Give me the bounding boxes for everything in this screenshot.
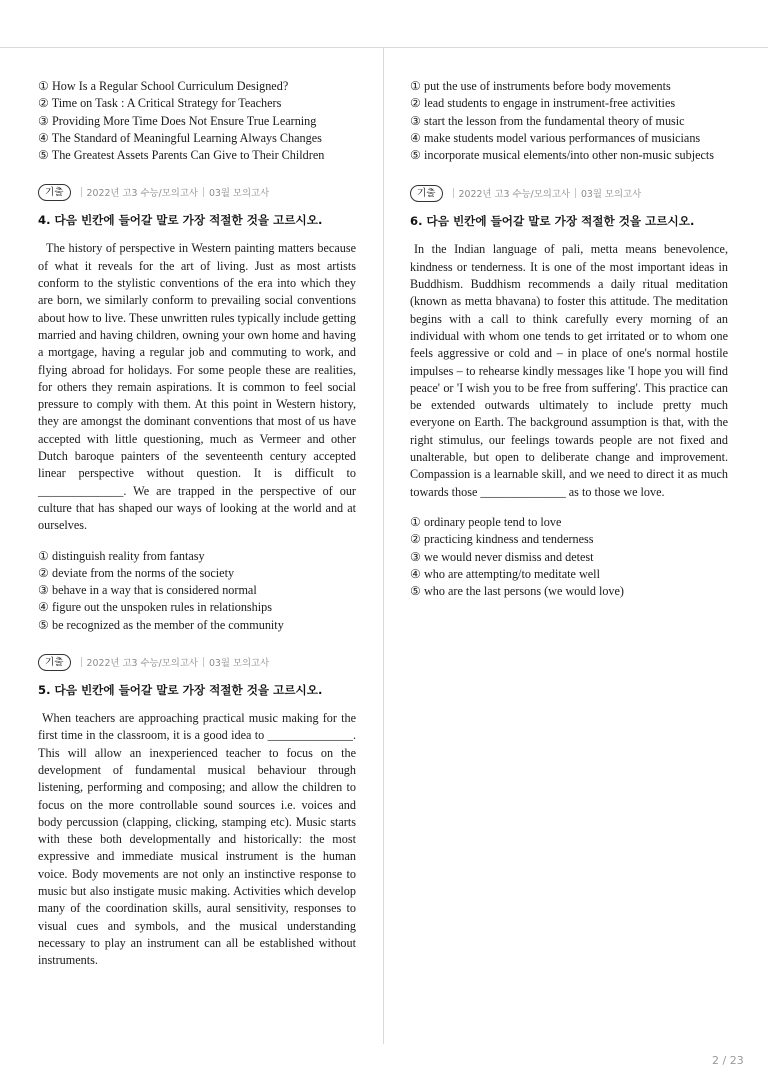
option-2: ② lead students to engage in instrument-free activities [410,96,676,111]
option-4: ④ figure out the unspoken rules in relationships [38,600,272,615]
source-label: 2022년 고3 수능/모의고사 [86,188,198,200]
option-1: ① distinguish reality from fantasy [38,548,205,563]
exam-label: 03월 모의고사 [208,658,270,670]
option-3: ③ start the lesson from the fundamental theory of music [410,113,685,128]
option-5: ⑤ be recognized as the member of the community [38,617,284,632]
question-passage: The history of perspective in Western painting matters because of what it reveals for the art of living. Just as most artists conform to the stylistic conventions of the era into which they are born, we similarly conform to prevailing social conventions about how to live. These unwritten rules typically include getting married and having children, owning your own home and having a mortgage, having a regular job and commuting to work, and flying abroad for holidays. For some people these are realities, for others they remain aspirations. It is common to feel social pressure to comply with them. At this point in Western history, they are amongst the dominant conventions that most of us have accepted with little questioning, much as Vermeer and other Dutch baroque painters of the seventeenth century accepted linear perspective without question. It is difficult to ______________. We are trapped in the perspective of our culture that has shaped our ways of looking at the world and at ourselves. [38,241,356,533]
exam-label: 03월 모의고사 [580,189,642,201]
option-5: ⑤ incorporate musical elements/into other non-music subjects [410,148,715,163]
option-4: ④ make students model various performances of musicians [410,130,701,145]
option-2: ② Time on Task : A Critical Strategy for Teachers [38,96,282,111]
page-number: 2 / 23 [712,1054,744,1067]
option-3: ③ behave in a way that is considered normal [38,583,257,598]
right-column [410,78,728,600]
separator [81,657,82,667]
question-5-options [410,78,728,164]
source-label: 2022년 고3 수능/모의고사 [458,189,570,201]
previous-question-options [38,78,356,164]
question-passage: In the Indian language of pali, metta means benevolence, kindness or tenderness. It is one of the most important ideas in Buddhism. Buddhism recommends a daily ritual meditation (known as metta bhavana) to foster this attitude. The meditation begins with a call to think carefully every morning of an individual with whom one tends to get irritated or to whom one feels aggressive or cold and – in place of one's normal hostile impulses – to rehearse kindly messages like 'I hope you will find peace' or 'I wish you to be free from suffering'. This practice can be extended outwards ultimately to include pretty much everyone on Earth. The background assumption is that, with the right stimulus, our feelings towards people are not fixed and unalterable, but open to deliberate change and improvement. Compassion is a learnable skill, and we need to direct it as much towards those ______________ as to those we love. [410,242,728,499]
option-1: ① How Is a Regular School Curriculum Designed? [38,79,289,93]
answer-options [410,514,728,600]
question-meta [38,183,356,201]
column-divider [383,48,384,1044]
question-title: 4. 다음 빈칸에 들어갈 말로 가장 적절한 것을 고르시오. [38,213,323,228]
question-meta [410,184,728,202]
question-title: 6. 다음 빈칸에 들어갈 말로 가장 적절한 것을 고르시오. [410,214,695,229]
option-3: ③ Providing More Time Does Not Ensure True Learning [38,113,317,128]
exam-label: 03월 모의고사 [208,188,270,200]
separator [81,187,82,197]
option-4: ④ who are attempting/to meditate well [410,566,600,581]
option-3: ③ we would never dismiss and detest [410,549,594,564]
left-column [38,78,356,969]
question-5 [38,653,356,969]
separator [203,657,204,667]
separator [575,188,576,198]
question-passage: When teachers are approaching practical music making for the first time in the classroom, it is a good idea to ______________. This will allow an inexperienced teacher to focus on the development of fundamental musical behaviour through listening, performing and composing; and allow the children to focus on the more controllable sound sources i.e. voices and body percussion (clapping, clicking, stamping etc). Music starts with these both developmentally and historically: the most expressive and immediate musical instrument is the human voice. Body movements are not only an instinctive response to music but also instigate music making. Activities which develop many of the coordination skills, aural sensitivity, responses to visual cues and symbols, and the musical understanding necessary to play an instrument can all be established without instruments. [38,711,356,968]
option-1: ① put the use of instruments before body movements [410,79,671,93]
source-label: 2022년 고3 수능/모의고사 [86,658,198,670]
option-1: ① ordinary people tend to love [410,514,562,529]
question-meta [38,653,356,671]
option-4: ④ The Standard of Meaningful Learning Always Changes [38,130,322,145]
source-tag: 기출 [38,654,71,671]
question-6 [410,184,728,600]
separator [203,187,204,197]
separator [453,188,454,198]
option-5: ⑤ who are the last persons (we would love) [410,584,624,599]
question-title: 5. 다음 빈칸에 들어갈 말로 가장 적절한 것을 고르시오. [38,683,323,698]
answer-options [38,548,356,634]
option-2: ② deviate from the norms of the society [38,565,235,580]
header-divider [0,47,768,48]
question-4 [38,183,356,634]
source-tag: 기출 [38,184,71,201]
option-5: ⑤ The Greatest Assets Parents Can Give to Their Children [38,148,325,163]
option-2: ② practicing kindness and tenderness [410,532,594,547]
source-tag: 기출 [410,185,443,202]
